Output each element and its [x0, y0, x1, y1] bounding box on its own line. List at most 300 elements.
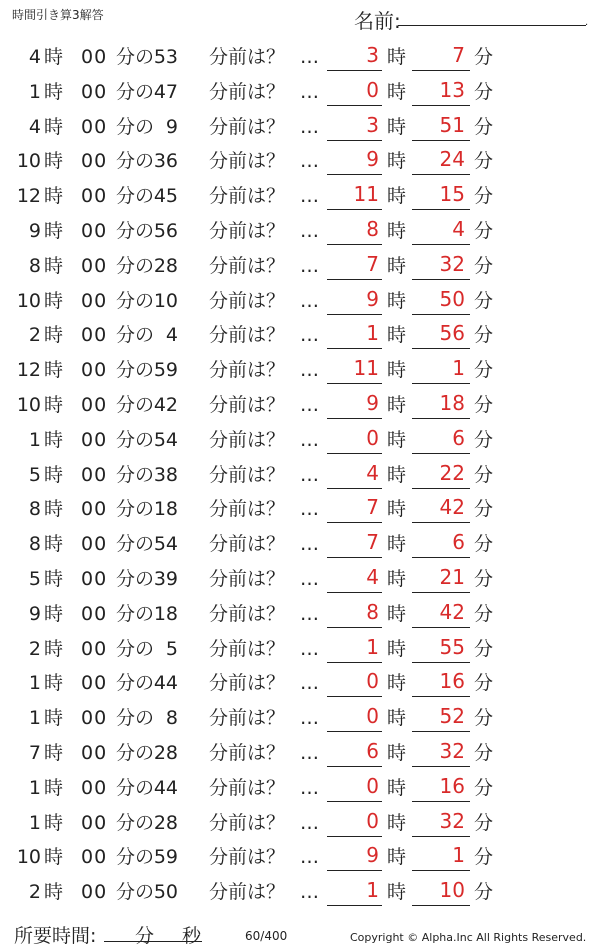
before-question-label: 分前は？: [209, 289, 286, 312]
hour-label: 時: [44, 80, 64, 103]
answer-minute-label: 分: [474, 150, 494, 173]
before-question-label: 分前は？: [209, 359, 286, 382]
answer-minutes: 16: [439, 773, 465, 798]
hour-label: 時: [44, 463, 64, 486]
before-question-label: 分前は？: [209, 463, 286, 486]
minute-no-label: 分の: [116, 46, 155, 68]
minute-no-label: 分の: [116, 219, 155, 242]
answer-minute-label: 分: [474, 776, 494, 799]
hour-label: 時: [44, 393, 64, 416]
worksheet-title: 時間引き算3解答: [12, 8, 104, 22]
answer-minute-line: [412, 731, 470, 732]
answer-minute-label: 分: [474, 567, 494, 590]
before-question-label: 分前は？: [209, 637, 286, 660]
answer-minutes: 52: [439, 704, 465, 729]
hour-label: 時: [44, 533, 64, 556]
answer-hour: 4: [366, 564, 379, 589]
problem-minutes: 44: [153, 672, 178, 695]
answer-hour-line: [327, 209, 382, 210]
ellipsis: …: [300, 80, 319, 103]
answer-minute-line: [412, 105, 470, 106]
answer-minute-line: [412, 453, 470, 454]
answer-hour-label: 時: [387, 115, 407, 138]
problem-hour: 12: [16, 359, 41, 382]
minute-no-label: 分の: [116, 498, 155, 521]
ellipsis: …: [300, 741, 319, 764]
problem-minutes: 28: [153, 254, 178, 277]
answer-minutes: 7: [452, 43, 465, 67]
before-question-label: 分前は？: [209, 602, 286, 625]
before-question-label: 分前は？: [209, 324, 286, 347]
answer-minutes: 15: [439, 182, 465, 207]
before-question-label: 分前は？: [209, 776, 286, 799]
problem-row: [0, 597, 600, 632]
minute-no-label: 分の: [116, 881, 155, 904]
problem-row: [0, 562, 600, 597]
before-question-label: 分前は？: [209, 498, 286, 521]
answer-hour-label: 時: [387, 393, 407, 416]
problem-minutes: 9: [165, 115, 178, 138]
zero-minutes: 00: [81, 219, 108, 242]
answer-hour-label: 時: [387, 533, 407, 556]
answer-minute-line: [412, 557, 470, 558]
problem-row: [0, 110, 600, 145]
answer-minute-label: 分: [474, 602, 494, 625]
answer-hour-line: [327, 557, 382, 558]
answer-hour: 1: [366, 878, 379, 903]
answer-minutes: 42: [439, 495, 465, 520]
answer-hour-label: 時: [387, 185, 407, 208]
answer-hour: 6: [366, 738, 379, 763]
zero-minutes: 00: [81, 637, 108, 660]
answer-hour-line: [327, 244, 382, 245]
problem-hour: 4: [28, 115, 41, 138]
before-question-label: 分前は？: [209, 80, 286, 103]
answer-hour-label: 時: [387, 254, 407, 277]
before-question-label: 分前は？: [209, 46, 286, 68]
answer-minute-line: [412, 174, 470, 175]
answer-hour-line: [327, 905, 382, 906]
before-question-label: 分前は？: [209, 672, 286, 695]
answer-minutes: 13: [439, 77, 465, 102]
zero-minutes: 00: [81, 185, 108, 208]
problem-hour: 9: [28, 219, 41, 242]
problem-row: [0, 179, 600, 214]
answer-hour: 3: [366, 112, 379, 137]
answer-minutes: 50: [439, 286, 465, 311]
problem-hour: 7: [28, 741, 41, 764]
before-question-label: 分前は？: [209, 533, 286, 556]
problem-minutes: 38: [153, 463, 178, 486]
zero-minutes: 00: [81, 567, 108, 590]
minute-no-label: 分の: [116, 185, 155, 208]
ellipsis: …: [300, 707, 319, 730]
problem-row: [0, 666, 600, 701]
answer-hour-label: 時: [387, 80, 407, 103]
before-question-label: 分前は？: [209, 150, 286, 173]
answer-minute-line: [412, 140, 470, 141]
zero-minutes: 00: [81, 881, 108, 904]
answer-minute-label: 分: [474, 289, 494, 312]
problem-row: [0, 527, 600, 562]
problem-minutes: 36: [153, 150, 178, 173]
answer-minutes: 21: [439, 564, 465, 589]
answer-hour-line: [327, 836, 382, 837]
minute-no-label: 分の: [116, 359, 155, 382]
problem-hour: 1: [28, 811, 41, 834]
answer-minute-line: [412, 348, 470, 349]
ellipsis: …: [300, 393, 319, 416]
time-taken-label: 所要時間:: [14, 925, 97, 947]
problem-row: [0, 458, 600, 493]
zero-minutes: 00: [81, 498, 108, 521]
answer-hour-line: [327, 627, 382, 628]
zero-minutes: 00: [81, 602, 108, 625]
answer-minute-label: 分: [474, 881, 494, 904]
before-question-label: 分前は？: [209, 811, 286, 834]
problem-hour: 1: [28, 80, 41, 103]
ellipsis: …: [300, 115, 319, 138]
answer-hour-line: [327, 70, 382, 71]
answer-minutes: 16: [439, 669, 465, 694]
before-question-label: 分前は？: [209, 115, 286, 138]
answer-minute-line: [412, 836, 470, 837]
answer-minutes: 32: [439, 251, 465, 276]
problem-minutes: 44: [153, 776, 178, 799]
answer-minute-label: 分: [474, 707, 494, 730]
hour-label: 時: [44, 567, 64, 590]
answer-hour-line: [327, 279, 382, 280]
answer-hour-label: 時: [387, 602, 407, 625]
minute-no-label: 分の: [116, 80, 155, 103]
answer-hour: 0: [366, 704, 379, 729]
problem-list: [0, 40, 600, 910]
answer-minutes: 18: [439, 390, 465, 415]
hour-label: 時: [44, 150, 64, 173]
zero-minutes: 00: [81, 359, 108, 382]
hour-label: 時: [44, 498, 64, 521]
zero-minutes: 00: [81, 254, 108, 277]
problem-row: [0, 40, 600, 75]
answer-hour-line: [327, 766, 382, 767]
answer-minute-label: 分: [474, 393, 494, 416]
minute-no-label: 分の: [116, 707, 155, 730]
answer-minutes: 24: [439, 147, 465, 172]
ellipsis: …: [300, 811, 319, 834]
minute-no-label: 分の: [116, 115, 155, 138]
answer-minute-label: 分: [474, 46, 494, 68]
answer-hour-line: [327, 731, 382, 732]
zero-minutes: 00: [81, 80, 108, 103]
answer-hour: 11: [353, 182, 379, 207]
answer-minute-label: 分: [474, 533, 494, 556]
ellipsis: …: [300, 185, 319, 208]
ellipsis: …: [300, 602, 319, 625]
minute-no-label: 分の: [116, 289, 155, 312]
problem-minutes: 28: [153, 811, 178, 834]
problem-minutes: 50: [153, 881, 178, 904]
answer-minute-line: [412, 766, 470, 767]
before-question-label: 分前は？: [209, 707, 286, 730]
before-question-label: 分前は？: [209, 254, 286, 277]
problem-hour: 1: [28, 776, 41, 799]
problem-minutes: 59: [153, 846, 178, 869]
ellipsis: …: [300, 359, 319, 382]
minute-no-label: 分の: [116, 533, 155, 556]
answer-minute-label: 分: [474, 185, 494, 208]
answer-hour: 0: [366, 773, 379, 798]
minute-no-label: 分の: [116, 776, 155, 799]
problem-minutes: 18: [153, 602, 178, 625]
minute-no-label: 分の: [116, 637, 155, 660]
name-label: 名前:: [354, 9, 401, 33]
ellipsis: …: [300, 324, 319, 347]
ellipsis: …: [300, 846, 319, 869]
answer-minute-line: [412, 522, 470, 523]
answer-minute-line: [412, 418, 470, 419]
answer-hour-label: 時: [387, 811, 407, 834]
zero-minutes: 00: [81, 776, 108, 799]
problem-hour: 10: [16, 846, 41, 869]
problem-row: [0, 75, 600, 110]
answer-minute-line: [412, 592, 470, 593]
answer-minute-line: [412, 244, 470, 245]
hour-label: 時: [44, 185, 64, 208]
ellipsis: …: [300, 637, 319, 660]
answer-hour-label: 時: [387, 637, 407, 660]
problem-hour: 2: [28, 637, 41, 660]
answer-minute-line: [412, 696, 470, 697]
answer-hour-line: [327, 383, 382, 384]
problem-hour: 10: [16, 289, 41, 312]
hour-label: 時: [44, 602, 64, 625]
answer-hour-line: [327, 662, 382, 663]
answer-minute-label: 分: [474, 359, 494, 382]
page-count: 60/400: [245, 929, 288, 943]
answer-minute-label: 分: [474, 80, 494, 103]
ellipsis: …: [300, 428, 319, 451]
answer-hour-line: [327, 348, 382, 349]
ellipsis: …: [300, 150, 319, 173]
answer-minutes: 32: [439, 738, 465, 763]
problem-minutes: 59: [153, 359, 178, 382]
problem-hour: 1: [28, 672, 41, 695]
zero-minutes: 00: [81, 811, 108, 834]
minute-no-label: 分の: [116, 393, 155, 416]
hour-label: 時: [44, 846, 64, 869]
answer-minute-label: 分: [474, 324, 494, 347]
answer-hour: 3: [366, 43, 379, 67]
answer-hour-label: 時: [387, 324, 407, 347]
hour-label: 時: [44, 707, 64, 730]
answer-hour-line: [327, 522, 382, 523]
zero-minutes: 00: [81, 115, 108, 138]
hour-label: 時: [44, 428, 64, 451]
minute-no-label: 分の: [116, 846, 155, 869]
answer-hour: 0: [366, 808, 379, 833]
answer-minute-line: [412, 70, 470, 71]
answer-hour-label: 時: [387, 289, 407, 312]
problem-hour: 10: [16, 150, 41, 173]
answer-hour-label: 時: [387, 463, 407, 486]
problem-hour: 8: [28, 254, 41, 277]
answer-minute-label: 分: [474, 219, 494, 242]
ellipsis: …: [300, 219, 319, 242]
problem-hour: 9: [28, 602, 41, 625]
answer-minute-label: 分: [474, 811, 494, 834]
minute-no-label: 分の: [116, 567, 155, 590]
answer-minute-label: 分: [474, 672, 494, 695]
before-question-label: 分前は？: [209, 219, 286, 242]
zero-minutes: 00: [81, 741, 108, 764]
problem-row: [0, 284, 600, 319]
problem-hour: 8: [28, 533, 41, 556]
seconds-label: 秒: [182, 925, 202, 947]
answer-minutes: 1: [452, 356, 465, 381]
problem-hour: 2: [28, 881, 41, 904]
answer-minute-label: 分: [474, 637, 494, 660]
answer-minute-line: [412, 488, 470, 489]
minute-no-label: 分の: [116, 811, 155, 834]
zero-minutes: 00: [81, 463, 108, 486]
problem-hour: 12: [16, 185, 41, 208]
zero-minutes: 00: [81, 324, 108, 347]
problem-row: [0, 701, 600, 736]
answer-hour-line: [327, 105, 382, 106]
answer-minutes: 56: [439, 321, 465, 346]
problem-hour: 4: [28, 46, 41, 68]
ellipsis: …: [300, 776, 319, 799]
answer-minutes: 6: [452, 530, 465, 555]
ellipsis: …: [300, 533, 319, 556]
problem-row: [0, 840, 600, 875]
name-suffix: .: [585, 17, 589, 28]
answer-minutes: 4: [452, 216, 465, 241]
answer-minutes: 32: [439, 808, 465, 833]
problem-minutes: 54: [153, 533, 178, 556]
answer-hour: 1: [366, 321, 379, 346]
minute-no-label: 分の: [116, 150, 155, 173]
answer-minute-line: [412, 801, 470, 802]
answer-minute-line: [412, 209, 470, 210]
ellipsis: …: [300, 463, 319, 486]
hour-label: 時: [44, 254, 64, 277]
problem-row: [0, 492, 600, 527]
problem-hour: 1: [28, 428, 41, 451]
answer-hour-line: [327, 174, 382, 175]
answer-minute-line: [412, 314, 470, 315]
ellipsis: …: [300, 46, 319, 68]
answer-hour: 9: [366, 147, 379, 172]
problem-minutes: 5: [165, 637, 178, 660]
answer-hour: 0: [366, 77, 379, 102]
zero-minutes: 00: [81, 846, 108, 869]
answer-hour-label: 時: [387, 567, 407, 590]
answer-minutes: 1: [452, 843, 465, 868]
answer-minute-line: [412, 870, 470, 871]
answer-minute-label: 分: [474, 463, 494, 486]
hour-label: 時: [44, 776, 64, 799]
problem-minutes: 56: [153, 219, 178, 242]
answer-hour: 7: [366, 495, 379, 520]
hour-label: 時: [44, 219, 64, 242]
answer-hour: 11: [353, 356, 379, 381]
answer-hour-label: 時: [387, 219, 407, 242]
before-question-label: 分前は？: [209, 428, 286, 451]
problem-minutes: 39: [153, 567, 178, 590]
answer-minute-line: [412, 383, 470, 384]
ellipsis: …: [300, 254, 319, 277]
ellipsis: …: [300, 498, 319, 521]
problem-minutes: 28: [153, 741, 178, 764]
hour-label: 時: [44, 46, 64, 68]
ellipsis: …: [300, 567, 319, 590]
minute-no-label: 分の: [116, 254, 155, 277]
answer-hour: 9: [366, 286, 379, 311]
zero-minutes: 00: [81, 150, 108, 173]
problem-row: [0, 388, 600, 423]
answer-minute-line: [412, 905, 470, 906]
problem-row: [0, 771, 600, 806]
zero-minutes: 00: [81, 46, 108, 68]
problem-minutes: 18: [153, 498, 178, 521]
name-line: [398, 25, 586, 26]
copyright: Copyright © Alpha.Inc All Rights Reserved.: [350, 931, 587, 944]
before-question-label: 分前は？: [209, 881, 286, 904]
hour-label: 時: [44, 324, 64, 347]
hour-label: 時: [44, 115, 64, 138]
problem-minutes: 54: [153, 428, 178, 451]
before-question-label: 分前は？: [209, 393, 286, 416]
minute-no-label: 分の: [116, 428, 155, 451]
answer-hour-label: 時: [387, 776, 407, 799]
zero-minutes: 00: [81, 672, 108, 695]
hour-label: 時: [44, 811, 64, 834]
problem-minutes: 45: [153, 185, 178, 208]
answer-hour-line: [327, 488, 382, 489]
answer-hour: 8: [366, 216, 379, 241]
problem-row: [0, 144, 600, 179]
zero-minutes: 00: [81, 393, 108, 416]
minutes-label: 分: [135, 925, 155, 947]
zero-minutes: 00: [81, 533, 108, 556]
answer-minute-line: [412, 627, 470, 628]
hour-label: 時: [44, 289, 64, 312]
answer-hour-line: [327, 696, 382, 697]
minute-no-label: 分の: [116, 602, 155, 625]
before-question-label: 分前は？: [209, 567, 286, 590]
answer-hour-label: 時: [387, 741, 407, 764]
answer-hour-label: 時: [387, 672, 407, 695]
problem-minutes: 4: [165, 324, 178, 347]
hour-label: 時: [44, 881, 64, 904]
minute-no-label: 分の: [116, 324, 155, 347]
problem-minutes: 53: [153, 46, 178, 68]
answer-hour-line: [327, 418, 382, 419]
answer-hour-label: 時: [387, 46, 407, 68]
answer-minutes: 22: [439, 460, 465, 485]
answer-hour-line: [327, 801, 382, 802]
problem-row: [0, 318, 600, 353]
hour-label: 時: [44, 637, 64, 660]
answer-hour: 0: [366, 669, 379, 694]
answer-hour-label: 時: [387, 881, 407, 904]
minute-no-label: 分の: [116, 741, 155, 764]
problem-row: [0, 249, 600, 284]
problem-hour: 8: [28, 498, 41, 521]
zero-minutes: 00: [81, 707, 108, 730]
problem-minutes: 10: [153, 289, 178, 312]
